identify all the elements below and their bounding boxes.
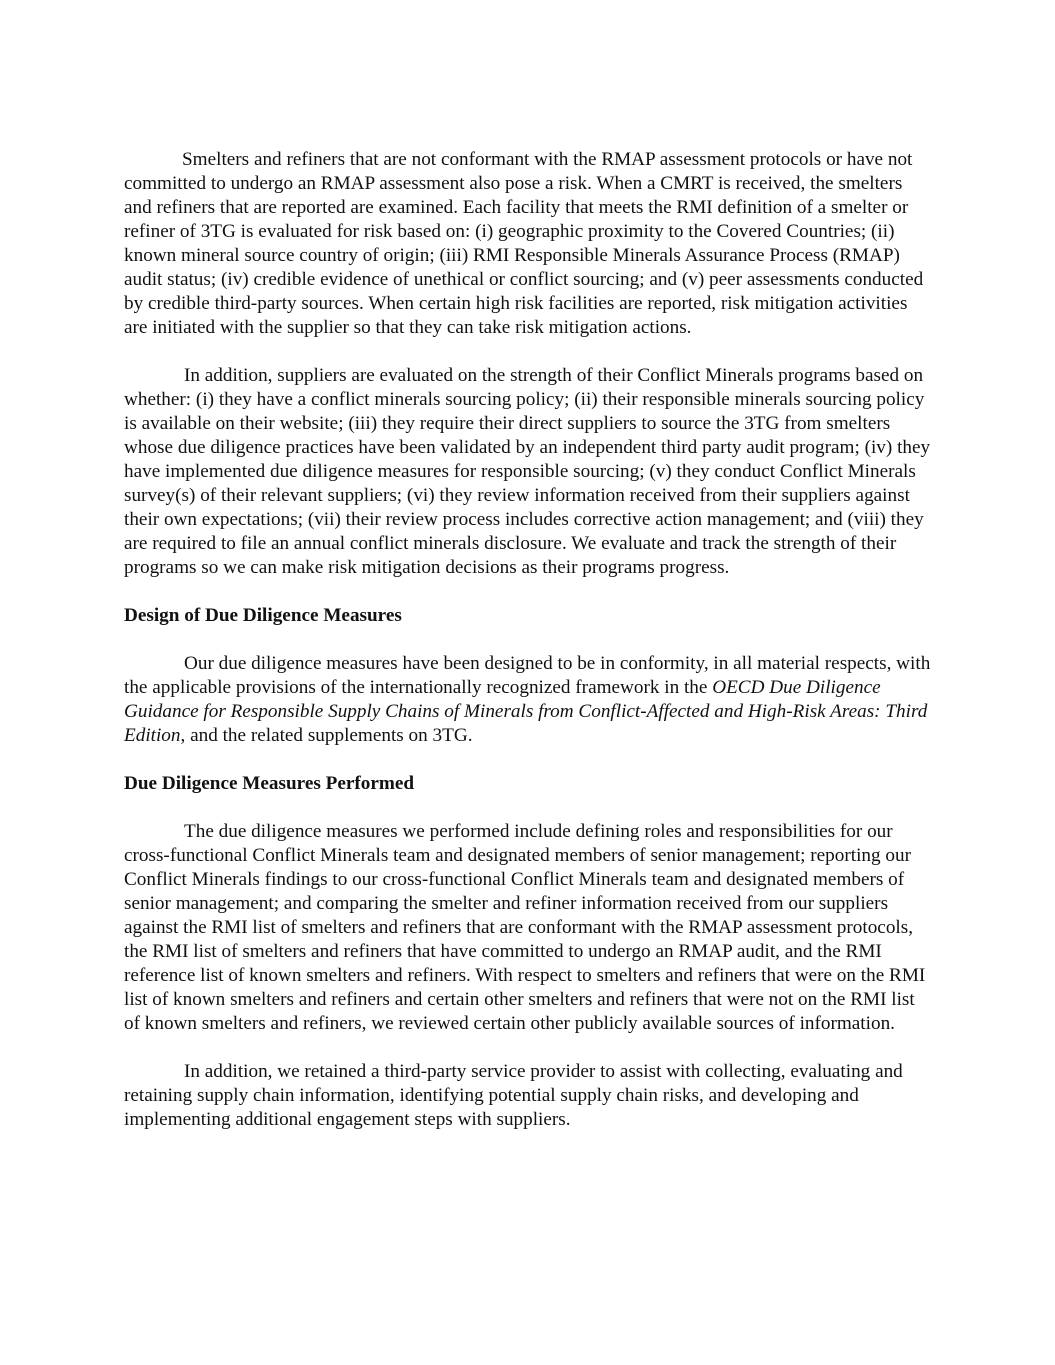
section-heading-design: Design of Due Diligence Measures [124,605,402,626]
paragraph-risk-assessment: Smelters and refiners that are not conformant with the RMAP assessment protocols or have not committed to undergo an RMAP assessment also pose a risk. When a CMRT is received, the smelters and refiners that are reported are examined. Each facility that meets the RMI definition of a smelter or refiner of 3TG is evaluated for risk based on: (i) geographic proximity to the Covered Countries; (ii) known mineral source country of origin; (iii) RMI Responsible Minerals Assurance Process (RMAP) audit status; (iv) credible evidence of unethical or conflict sourcing; and (v) peer assessments conducted by credible third-party sources. When certain high risk facilities are reported, risk mitigation activities are initiated with the supplier so that they can take risk mitigation actions. [124,149,924,338]
paragraph-third-party-provider: In addition, we retained a third-party service provider to assist with collecting, evaluating and retaining supply chain information, identifying potential supply chain risks, and developing and implementing additional engagement steps with suppliers. [124,1061,903,1130]
section-heading-performed: Due Diligence Measures Performed [124,773,415,794]
document-page [124,148,932,1132]
paragraph-design-text-start: Our due diligence measures have been designed to be in conformity, in all material respects, with the applicable provisions of the internationally recognized framework in the [124,653,931,698]
paragraph-measures-performed: The due diligence measures we performed include defining roles and responsibilities for our cross-functional Conflict Minerals team and designated members of senior management; reporting our Conflict Minerals findings to our cross-functional Conflict Minerals team and designated members of senior management; and comparing the smelter and refiner information received from our suppliers against the RMI list of smelters and refiners that are conformant with the RMAP assessment protocols, the RMI list of smelters and refiners that have committed to undergo an RMAP audit, and the RMI reference list of known smelters and refiners. With respect to smelters and refiners that were on the RMI list of known smelters and refiners and certain other smelters and refiners that were not on the RMI list of known smelters and refiners, we reviewed certain other publicly available sources of information. [124,821,926,1034]
paragraph-design-measures [124,652,932,748]
oecd-guidance-title: OECD Due Diligence Guidance for Responsible Supply Chains of Minerals from Conflict-Affected and High-Risk Areas: Third Edition [124,677,928,746]
paragraph-design-text-end: , and the related supplements on 3TG. [180,725,473,746]
paragraph-supplier-evaluation: In addition, suppliers are evaluated on the strength of their Conflict Minerals programs based on whether: (i) they have a conflict minerals sourcing policy; (ii) their responsible minerals sourcing policy is available on their website; (iii) they require their direct suppliers to source the 3TG from smelters whose due diligence practices have been validated by an independent third party audit program; (iv) they have implemented due diligence measures for responsible sourcing; (v) they conduct Conflict Minerals survey(s) of their relevant suppliers; (vi) they review information received from their suppliers against their own expectations; (vii) their review process includes corrective action management; and (viii) they are required to file an annual conflict minerals disclosure. We evaluate and track the strength of their programs so we can make risk mitigation decisions as their programs progress. [124,365,931,578]
